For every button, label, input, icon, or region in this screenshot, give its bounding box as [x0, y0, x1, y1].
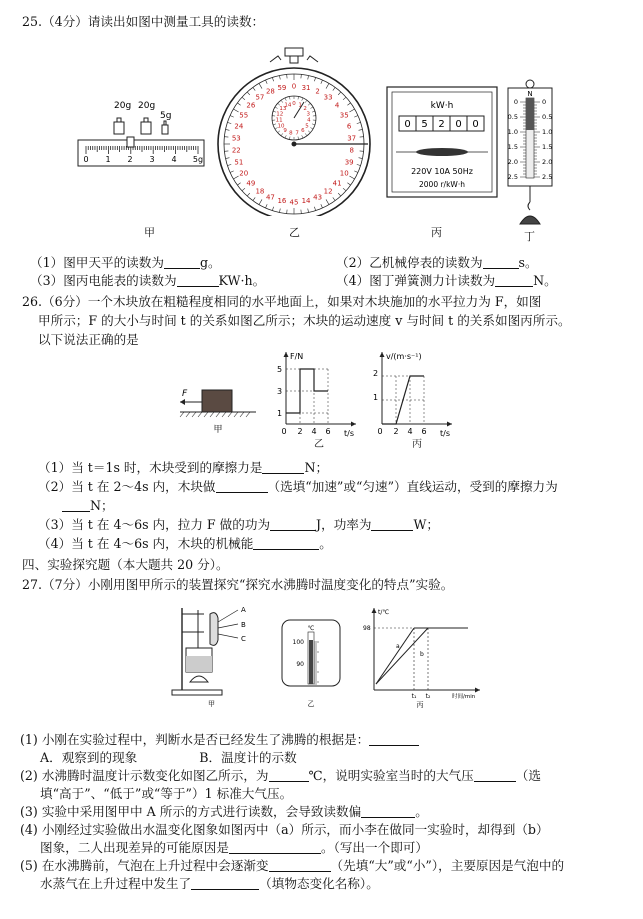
minute-number: 10 [277, 123, 285, 130]
q26-stem-3: 以下说法正确的是 [38, 332, 139, 347]
q27-item-4b: 图象，二人出现差异的可能原因是 。（写出一个即可） [20, 840, 428, 855]
dial-number: 55 [239, 111, 249, 120]
scale-label: 1.5 [507, 143, 518, 151]
answer-blank[interactable] [164, 255, 200, 269]
q26-item-3: （3）当 t 在 4～6s 内，拉力 F 做的功为 J，功率为 W； [38, 517, 440, 532]
scale-5: 5g [192, 155, 204, 164]
q26-item-2: （2）当 t 在 2～4s 内，木块做 （选填“加速”或“匀速”）直线运动，受到的摩擦力为 [38, 479, 558, 494]
dial-number: 18 [255, 187, 265, 196]
fig-jia-caption: 甲 [213, 425, 223, 435]
ground-hatch [222, 412, 226, 417]
thermo-tick-90: 90 [296, 661, 304, 668]
ground-hatch [234, 412, 238, 417]
meter-digit-5: 0 [472, 119, 479, 130]
graph-v-xtick-2: 2 [393, 427, 399, 436]
scale-label: 1.0 [542, 128, 553, 136]
dial-number: 37 [347, 134, 357, 143]
thermo-tick-100: 100 [292, 639, 304, 646]
graph-v-ytick-1: 1 [373, 393, 379, 402]
balance-figure [74, 96, 210, 176]
scale-label: 1.5 [542, 143, 553, 151]
dial-number: 35 [339, 111, 349, 120]
meter-spec-2: 2000 r/kW·h [419, 180, 465, 189]
dial-number: 53 [231, 134, 241, 143]
ground-hatch [186, 412, 190, 417]
meter-digit-4: 0 [455, 119, 462, 130]
temperature-graph [360, 604, 484, 708]
block-figure [176, 384, 260, 436]
weight-label-3: 5g [160, 111, 172, 121]
graph-f-ylabel: F/N [290, 352, 304, 361]
minute-number: 5 [305, 123, 309, 130]
dial-number: 45 [289, 198, 299, 207]
answer-blank[interactable] [62, 498, 90, 512]
answer-blank[interactable] [371, 517, 413, 531]
velocity-time-graph [364, 348, 464, 440]
graph-v-ylabel: v/(m·s⁻¹) [386, 352, 422, 361]
q27-item-4: (4) 小刚经过实验做出水温变化图象如图丙中（a）所示，而小李在做同一实验时，却得到（b） [20, 822, 549, 837]
q25-stem: 25.（4分）请读出如图中测量工具的读数： [22, 14, 265, 29]
q27-item-2: (2) 水沸腾时温度计示数变化如图乙所示，为 ℃，说明实验室当时的大气压 （选 [20, 768, 541, 783]
scale-label: 0 [513, 98, 518, 106]
spring-scale-figure [500, 78, 560, 228]
dial-number: 43 [313, 193, 323, 202]
q26-stem-1: 26.（6分）一个木块放在粗糙程度相同的水平地面上，如果对木块施加的水平拉力为 F，如图 [22, 294, 542, 309]
dial-number: 6 [346, 122, 352, 131]
answer-blank[interactable] [177, 273, 219, 287]
eye-label-a: A [241, 606, 246, 614]
scale-label: 0.5 [542, 113, 553, 121]
scale-1: 1 [105, 155, 111, 164]
dial-number: 10 [339, 169, 349, 178]
graph-f-xtick-2: 2 [297, 427, 303, 436]
meter-unit: kW·h [430, 101, 454, 111]
q27-item-1: (1) 小刚在实验过程中，判断水是否已经发生了沸腾的根据是： [20, 731, 419, 748]
dial-number: 51 [234, 158, 244, 167]
meter-spec-1: 220V 10A 50Hz [411, 167, 473, 176]
answer-blank[interactable] [229, 840, 321, 854]
fig-label-bing: 丙 [431, 226, 442, 239]
dial-number: 31 [301, 83, 311, 92]
q27-options: A．观察到的现象 B．温度计的示数 [20, 750, 297, 765]
stopwatch-figure [214, 46, 374, 216]
answer-blank[interactable] [253, 536, 319, 550]
q27-item-5: (5) 在水沸腾前，气泡在上升过程中会逐渐变 （先填“大”或“小”），主要原因是气泡中的 [20, 858, 565, 873]
meter-digit-3: 2 [438, 119, 445, 130]
eye-label-c: C [241, 635, 246, 643]
q26-item-4: （4）当 t 在 4～6s 内，木块的机械能 。 [38, 536, 332, 551]
minute-number: 14 [284, 102, 292, 109]
q25-item-3: （3）图丙电能表的读数为 KW·h。 [30, 273, 266, 288]
dial-number: 39 [344, 158, 354, 167]
minute-number: 4 [307, 117, 311, 124]
answer-blank[interactable] [495, 273, 533, 287]
q26-item-1: （1）当 t＝1s 时，木块受到的摩擦力是 N； [38, 460, 329, 475]
minute-number: 6 [301, 128, 305, 135]
minute-number: 12 [276, 111, 284, 118]
q27-item-5b: 水蒸气在上升过程中发生了 （填物态变化名称）。 [20, 876, 379, 891]
dial-number: 49 [246, 179, 256, 188]
ground-hatch [216, 412, 220, 417]
force-label: F [182, 389, 188, 399]
fig27-caption-yi: 乙 [307, 700, 315, 708]
scale-label: 0.5 [507, 113, 518, 121]
minute-number: 2 [303, 105, 307, 112]
ground-hatch [180, 412, 184, 417]
answer-blank[interactable] [262, 460, 304, 474]
minute-number: 7 [295, 130, 299, 137]
force-time-graph [268, 348, 360, 440]
graph-v-xtick-4: 4 [407, 427, 413, 436]
thermometer-figure [280, 618, 344, 708]
answer-blank[interactable] [269, 768, 309, 782]
scale-3: 3 [149, 155, 155, 164]
graph-f-xtick-4: 4 [311, 427, 317, 436]
dial-number: 4 [334, 101, 340, 110]
section-heading: 四、实验探究题（本大题共 20 分）。 [22, 557, 229, 572]
graph-f-xtick-0: 0 [281, 427, 287, 436]
graph27-ytick: 98 [363, 625, 371, 632]
meter-digit-1: 0 [404, 119, 411, 130]
minute-number: 13 [279, 105, 287, 112]
scale-label: 0 [542, 98, 547, 106]
boiling-apparatus-figure [168, 600, 268, 708]
q26-item-2b: N； [62, 497, 114, 514]
minute-number: 0 [292, 101, 296, 107]
fig-label-jia: 甲 [144, 226, 155, 239]
scale-4: 4 [171, 155, 177, 164]
ground-hatch [228, 412, 232, 417]
minute-number: 8 [289, 130, 293, 137]
answer-blank[interactable] [191, 876, 259, 890]
scale-0: 0 [83, 155, 89, 164]
dial-number: 8 [349, 146, 354, 155]
fig27-caption-bing: 丙 [416, 701, 424, 708]
scale-unit-n: N [527, 90, 533, 98]
dial-number: 26 [246, 101, 256, 110]
graph-v-xtick-6: 6 [421, 427, 427, 436]
graph-f-xlabel: t/s [344, 429, 354, 438]
curve-a-label: a [396, 643, 400, 650]
scale-label: 2.0 [542, 158, 553, 166]
dial-number: 0 [291, 82, 297, 91]
graph-f-ytick-1: 1 [277, 409, 283, 418]
eye-label-b: B [241, 621, 246, 629]
minute-number: 1 [298, 102, 302, 109]
q25-item-2: （2）乙机械停表的读数为 s。 [336, 255, 538, 270]
answer-blank[interactable] [474, 768, 516, 782]
dial-number: 2 [315, 87, 320, 96]
scale-label: 2.0 [507, 158, 518, 166]
graph27-xtick-t2: t₂ [425, 693, 431, 700]
scale-label: 1.0 [507, 128, 518, 136]
ground-hatch [210, 412, 214, 417]
scale-label: 2.5 [542, 173, 553, 181]
scale-2: 2 [127, 155, 133, 164]
weight-label-1: 20g [114, 101, 132, 111]
answer-blank[interactable] [361, 804, 415, 818]
scale-label: 2.5 [507, 173, 518, 181]
dial-number: 47 [265, 193, 275, 202]
graph-v-caption: 丙 [412, 439, 422, 450]
answer-blank[interactable] [216, 479, 268, 493]
dial-number: 41 [332, 179, 342, 188]
graph-f-ytick-3: 3 [277, 387, 283, 396]
dial-number: 12 [323, 187, 333, 196]
dial-number: 57 [255, 93, 265, 102]
fig27-caption-jia: 甲 [208, 700, 215, 708]
dial-number: 16 [277, 197, 287, 206]
answer-blank[interactable] [270, 517, 316, 531]
q26-stem-2: 甲所示；F 的大小与时间 t 的关系如图乙所示；木块的运动速度 v 与时间 t 的关系如图丙所示。 [38, 313, 571, 328]
dial-number: 22 [231, 146, 241, 155]
curve-b-label: b [420, 651, 424, 658]
weight-label-2: 20g [138, 101, 156, 111]
minute-number: 9 [283, 128, 287, 135]
energy-meter-figure [386, 86, 498, 198]
q25-item-4: （4）图丁弹簧测力计读数为 N。 [336, 273, 557, 288]
graph-v-ytick-2: 2 [373, 369, 379, 378]
minute-number: 11 [275, 117, 283, 124]
thermo-unit: ℃ [307, 625, 315, 632]
dial-number: 33 [323, 93, 333, 102]
ground-hatch [204, 412, 208, 417]
answer-blank[interactable] [269, 858, 331, 872]
dial-number: 59 [277, 83, 287, 92]
graph27-ylabel: t/℃ [378, 609, 390, 616]
q27-stem: 27.（7分）小刚用图甲所示的装置探究“探究水沸腾时温度变化的特点”实验。 [22, 577, 454, 592]
minute-number: 3 [306, 111, 311, 118]
q27-item-2b: 填“高于”、“低于”或“等于”）1 标准大气压。 [20, 786, 293, 801]
graph27-xtick-t1: t₁ [411, 693, 417, 700]
q25-item-1: （1）图甲天平的读数为 g。 [30, 255, 221, 270]
answer-blank[interactable] [369, 732, 419, 746]
graph-f-ytick-5: 5 [277, 365, 283, 374]
answer-blank[interactable] [483, 255, 519, 269]
q27-item-3: (3) 实验中采用图甲中 A 所示的方式进行读数，会导致读数偏 。 [20, 804, 428, 819]
dial-number: 20 [239, 169, 249, 178]
dial-number: 14 [301, 197, 311, 206]
dial-number: 28 [265, 87, 275, 96]
graph-v-xlabel: t/s [440, 429, 450, 438]
ground-hatch [198, 412, 202, 417]
fig-label-ding: 丁 [524, 230, 535, 243]
dial-number: 24 [234, 122, 244, 131]
ground-hatch [246, 412, 250, 417]
ground-hatch [240, 412, 244, 417]
meter-digit-2: 5 [421, 119, 428, 130]
ground-hatch [192, 412, 196, 417]
graph-f-xtick-6: 6 [325, 427, 331, 436]
graph-f-caption: 乙 [314, 439, 324, 450]
fig-label-yi: 乙 [289, 226, 300, 239]
graph-v-xtick-0: 0 [377, 427, 383, 436]
graph27-xlabel: 时间/min [452, 694, 476, 700]
